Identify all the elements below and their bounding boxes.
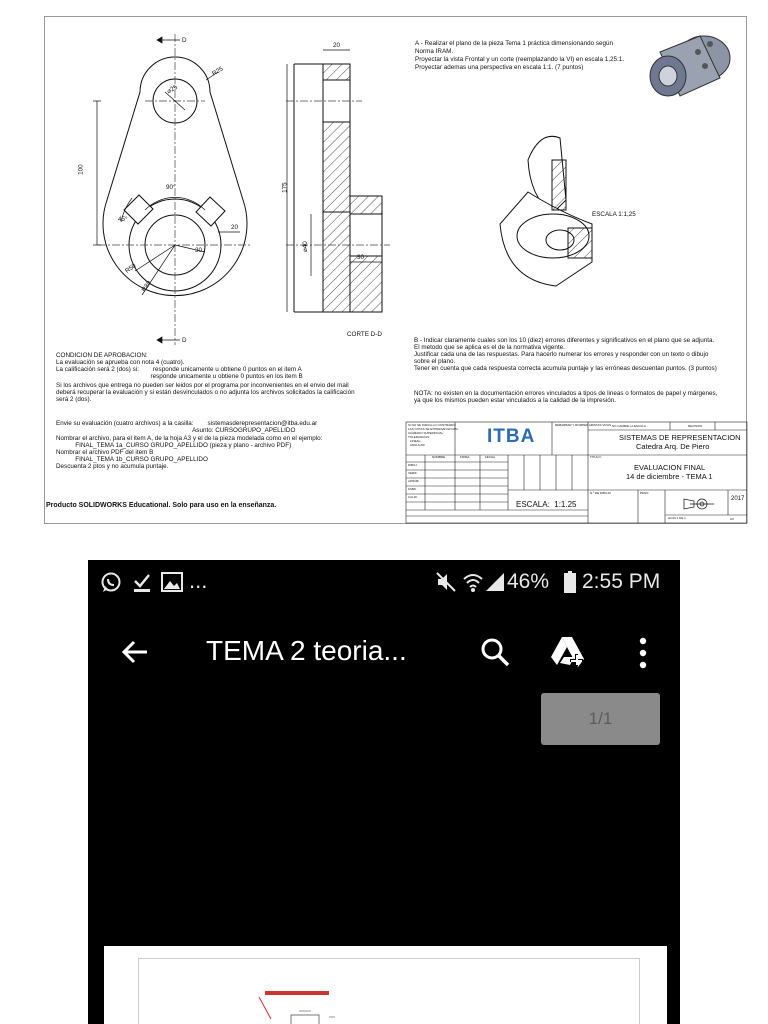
dim-r50: R50	[123, 262, 138, 275]
status-bar	[88, 560, 680, 604]
dim-90deg: 90°	[166, 184, 176, 191]
dim-dia25: ⌀25	[165, 83, 179, 96]
more-vert-icon[interactable]	[639, 637, 647, 669]
section-label: CORTE D-D	[347, 331, 382, 338]
scale-note: ESCALA 1:1,25	[592, 211, 636, 218]
page-indicator: 1/1	[541, 693, 660, 745]
itba-logo: ITBA	[487, 426, 536, 447]
dim-d-bottom: D	[182, 337, 187, 344]
exam-title: EVALUACION FINAL	[634, 463, 706, 472]
chair-name: Catedra Arq. De Piero	[636, 442, 710, 451]
status-ellipsis: ...	[189, 568, 208, 593]
solidworks-watermark: Producto SOLIDWORKS Educational. Solo para uso en la enseñanza.	[46, 502, 277, 509]
mute-icon	[435, 571, 457, 593]
left-slot	[124, 195, 153, 224]
download-icon	[132, 571, 152, 593]
right-slot	[196, 197, 225, 226]
dim-r25: R25	[210, 65, 225, 78]
drive-add-icon[interactable]	[550, 635, 586, 669]
document-title: TEMA 2 teoria...	[206, 635, 407, 666]
phone-screenshot	[88, 560, 680, 1024]
dim-r80: R80	[140, 279, 153, 294]
battery-icon	[564, 571, 576, 593]
status-time: 2:55 PM	[582, 570, 661, 593]
year-field: 2017	[731, 496, 745, 502]
document-page-content	[138, 958, 640, 1024]
dim-30-boss: 30	[357, 254, 365, 261]
dim-30-radius: 30	[195, 247, 203, 254]
document-page-graphics	[139, 959, 639, 1024]
app-bar	[88, 626, 680, 682]
battery-percent: 46%	[507, 570, 550, 593]
exam-date-topic: 14 de diciembre - TEMA 1	[626, 472, 713, 481]
wifi-icon	[462, 571, 484, 593]
dim-20-slot: 20	[231, 224, 239, 231]
document-page-preview[interactable]	[104, 946, 667, 1024]
drawing-sheet: D D R25 ⌀25 100 90° 45° 20 30 R50 R80 20 175 ⌀40 30 CORTE D-D ESCALA 1:1,25 A - Realizar el plano de la pieza Tema 1 práctica dimensionando según Norma IRAM. Proyectar la vista Frontal y un corte (reemplazando la VI) en escala 1,25:1. Proyectar ademas una perspectiva en escala 1:1. (7 puntos) B - Indicar claramente cuales son los 10 (diez) errores diferentes y significativos en el plano que se adjunta. El metodo que se aplica es el de la normativa vigente. Justificar cada una de las respuestas. Para hacerlo numerar los errores y responder con un texto o dibujo sobre el plano. Tener en cuenta que cada respuesta correcta acumula puntaje y las erróneas descuentan puntos. (3 puntos) NOTA: no existen en la documentación errores vinculados a tipos de lineas o formatos de papel y márgenes, ya que los mismos pueden estar vinculados a la calidad de la impresión. CONDICION DE APROBACION: La evaluación se aprueba con nota 4 (cuatro). La calificación será 2 (dos) si: responde unicamente u obtiene 0 puntos en el item A responde unicamente u obtiene 0 puntos en los item B Si los archivos que entrega no pueden ser leidos por el programa por inconvenientes en el envio del mail deberá recuperar la evaluación y si están desvinculados o no adjunta los archivos solicitados la calificación será 2 (dos). Envie su evaluación (cuatro archivos) a la casilla: sistemasderepresentacion@itba.edu.ar Asunto: CURSOGRUPO_APELLIDO Nombrar el archivo, para el item A, de la hoja A3 y el de la pieza modelada como en el ejemplo: FINAL_TEMA 1a_CURSO GRUPO_APELLIDO (pieza y plano - archivo PDF) Nombrar el archivo PDF del item B FINAL_TEMA 1b_CURSO GRUPO_APELLIDO Descuenta 2 ptos y no acumula puntaje. Producto SOLIDWORKS Educational. Solo para uso en la enseñanza. ITBA SISTEMAS DE REPRESENTACION Catedra Arq. De Piero EVALUACION FINAL 14 de diciembre - TEMA 1 ESCALA: 1:1.25 2017 SI NO SE INDICA LO CONTRARIO: LAS COTAS SE EXPRESAN EN MM ACABADO SUPERFICIAL: TOLERANCIAS: LINEAL: ANGULAR: NOMBRE FIRMA FECHA DIBUJ. VERIF. APROB. FABR. CALID. REBARBAR Y ROMPER ARISTAS VIVAS NO CAMBIE LA ESCALA REVISION TITULO: N.º DE DIBUJO PESO: HOJA 1 DE 1 A3	[0, 0, 768, 540]
dim-100: 100	[77, 164, 85, 175]
arrow-left-icon[interactable]	[121, 639, 149, 665]
scale-field: ESCALA: 1:1.25	[516, 500, 577, 509]
dim-20-width: 20	[333, 42, 341, 49]
course-name: SISTEMAS DE REPRESENTACION	[619, 433, 741, 442]
dim-175: 175	[281, 182, 289, 193]
image-icon	[161, 572, 183, 592]
dim-45deg: 45°	[118, 216, 128, 223]
whatsapp-icon	[100, 572, 122, 594]
search-icon[interactable]	[480, 637, 510, 667]
dim-dia40: ⌀40	[301, 241, 309, 253]
signal-icon	[486, 573, 504, 591]
projection-symbol	[684, 499, 714, 509]
dim-d-top: D	[182, 37, 187, 44]
